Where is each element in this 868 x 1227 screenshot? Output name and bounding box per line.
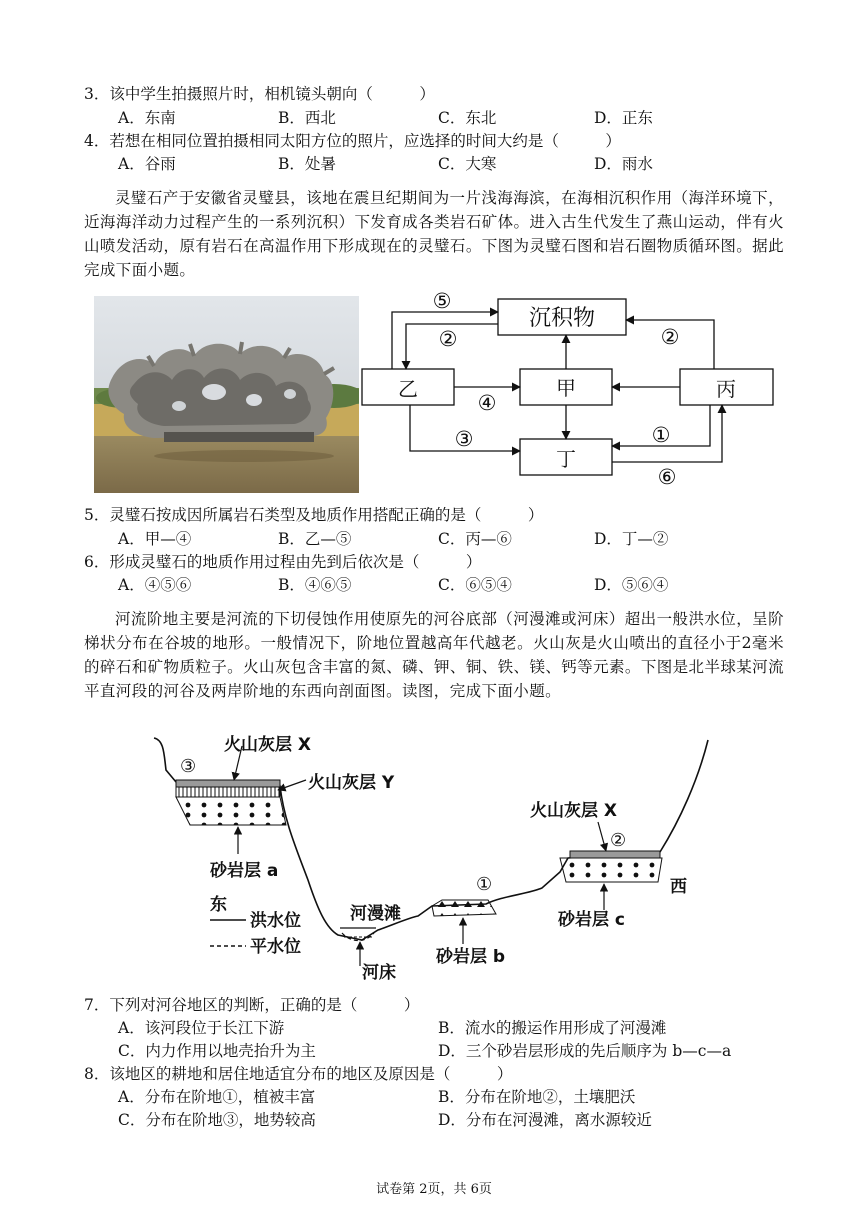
- q5-stem: 5．灵璧石按成因所属岩石类型及地质作用搭配正确的是（ ）: [84, 506, 544, 524]
- q6-option-c: C．⑥⑤④: [438, 576, 512, 594]
- label-process-2-right: ②: [660, 325, 680, 349]
- label-yi: 乙: [398, 377, 418, 401]
- passage-lingbi-text: 灵璧石产于安徽省灵璧县，该地在震旦纪期间为一片浅海海滨，在海相沉积作用（海洋环境下，近海海洋动力过程产生的一系列沉积）下发育成各类岩石矿体。进入古生代发生了燕山运动，伴有火山喷发活动，原有岩石在高温作用下形成现在的灵璧石。下图为灵璧石图和岩石圈物质循环图。据此完成下面小题。: [84, 189, 784, 279]
- q6-option-b: B．④⑥⑤: [278, 576, 352, 594]
- q3-option-c: C．东北: [438, 109, 497, 127]
- q5-option-a: A．甲—④: [118, 530, 192, 548]
- q3-option-a: A．东南: [118, 109, 176, 127]
- q7-option-d: D．三个砂岩层形成的先后顺序为 b—c—a: [438, 1042, 732, 1060]
- label-process-4: ④: [477, 391, 497, 415]
- q7-option-a: A．该河段位于长江下游: [118, 1019, 285, 1037]
- q4-option-c: C．大寒: [438, 155, 497, 173]
- label-sandstone-b: 砂岩层 b: [436, 947, 506, 967]
- label-flood-level: 洪水位: [250, 911, 301, 931]
- q5-option-d: D．丁—②: [594, 530, 669, 548]
- q7-option-c: C．内力作用以地壳抬升为主: [118, 1042, 316, 1060]
- label-terrace-1: ①: [476, 874, 493, 895]
- passage-lingbi-stone: [84, 186, 784, 282]
- q5-option-c: C．丙—⑥: [438, 530, 512, 548]
- q3-option-b: B．西北: [278, 109, 336, 127]
- q7-option-b: B．流水的搬运作用形成了河漫滩: [438, 1019, 667, 1037]
- label-sandstone-c: 砂岩层 c: [558, 910, 625, 930]
- q8-option-b: B．分布在阶地②，土壤肥沃: [438, 1088, 636, 1106]
- page-footer: 试卷第 2页，共 6页: [376, 1182, 492, 1197]
- label-process-1: ①: [651, 423, 671, 447]
- q6-option-a: A．④⑤⑥: [118, 576, 192, 594]
- label-process-2-left: ②: [438, 327, 458, 351]
- label-process-5: ⑤: [432, 289, 452, 313]
- label-riverbed: 河床: [362, 963, 396, 983]
- lingbi-stone-photo: [94, 296, 359, 493]
- label-process-6: ⑥: [657, 465, 677, 489]
- q6-stem: 6．形成灵璧石的地质作用过程由先到后依次是（ ）: [84, 553, 482, 571]
- q8-option-d: D．分布在河漫滩，离水源较近: [438, 1111, 652, 1129]
- q3-option-d: D．正东: [594, 109, 653, 127]
- label-floodplain: 河漫滩: [350, 904, 401, 924]
- label-terrace-3: ③: [180, 756, 197, 777]
- river-valley-profile: [150, 730, 720, 985]
- q3-stem: 3．该中学生拍摄照片时，相机镜头朝向（ ）: [84, 85, 435, 103]
- label-ash-y: 火山灰层 Y: [308, 773, 395, 793]
- q8-option-a: A．分布在阶地①，植被丰富: [118, 1088, 316, 1106]
- label-jia: 甲: [556, 376, 576, 400]
- label-ash-x-right: 火山灰层 X: [530, 801, 618, 821]
- label-ding: 丁: [556, 447, 576, 471]
- label-sediment: 沉积物: [528, 306, 596, 331]
- q7-stem: 7．下列对河谷地区的判断，正确的是（ ）: [84, 996, 420, 1014]
- q8-option-c: C．分布在阶地③，地势较高: [118, 1111, 316, 1129]
- q8-stem: 8．该地区的耕地和居住地适宜分布的地区及原因是（ ）: [84, 1065, 513, 1083]
- label-east: 东: [210, 895, 227, 915]
- label-bing: 丙: [716, 377, 736, 401]
- passage-river-text: 河流阶地主要是河流的下切侵蚀作用使原先的河谷底部（河漫滩或河床）超出一般洪水位，呈阶梯状分布在谷坡的地形。一般情况下，阶地位置越高年代越老。火山灰是火山喷出的直径小于2毫米的碎石和矿物质粒子。火山灰包含丰富的氮、磷、钾、铜、铁、镁、钙等元素。下图是北半球某河流平直河段的河谷及两岸阶地的东西向剖面图。读图，完成下面小题。: [84, 610, 784, 700]
- q5-option-b: B．乙—⑤: [278, 530, 352, 548]
- q4-option-d: D．雨水: [594, 155, 653, 173]
- q4-option-b: B．处暑: [278, 155, 336, 173]
- label-process-3: ③: [454, 427, 474, 451]
- label-normal-level: 平水位: [250, 937, 301, 957]
- label-sandstone-a: 砂岩层 a: [210, 861, 279, 881]
- label-ash-x-left: 火山灰层 X: [224, 735, 312, 755]
- label-terrace-2: ②: [610, 830, 627, 851]
- rock-cycle-diagram: [360, 284, 780, 499]
- passage-river-terrace: [84, 607, 784, 703]
- q6-option-d: D．⑤⑥④: [594, 576, 669, 594]
- label-west: 西: [670, 877, 687, 897]
- q4-option-a: A．谷雨: [118, 155, 176, 173]
- q4-stem: 4．若想在相同位置拍摄相同太阳方位的照片，应选择的时间大约是（ ）: [84, 132, 621, 150]
